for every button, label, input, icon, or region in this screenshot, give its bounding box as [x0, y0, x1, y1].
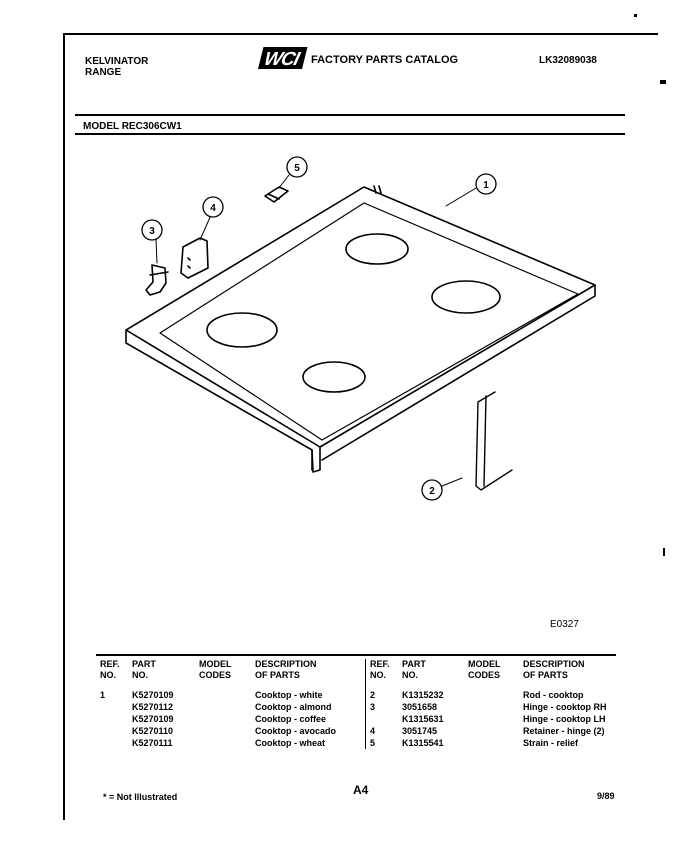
model-label: MODEL REC306CW1 — [83, 121, 182, 132]
page-number: A4 — [353, 783, 369, 797]
codes-cell — [199, 737, 255, 749]
codes-cell — [468, 689, 523, 701]
col-model-codes: MODEL CODES — [468, 659, 501, 680]
burner-opening — [432, 281, 500, 313]
header-rule — [75, 114, 625, 116]
brand-name: KELVINATOR — [85, 56, 149, 67]
cooktop-outline — [126, 187, 595, 447]
revision-date: 9/89 — [597, 791, 615, 801]
part-cell: K5270110 — [132, 726, 174, 736]
product-type: RANGE — [85, 67, 122, 78]
col-description: DESCRIPTION OF PARTS — [523, 659, 585, 680]
retainer-part — [181, 238, 208, 278]
scan-speck — [634, 14, 637, 17]
desc-cell: Cooktop - wheat — [255, 738, 325, 748]
table-row — [100, 725, 627, 737]
codes-cell — [468, 725, 523, 737]
desc-cell: Cooktop - white — [255, 690, 323, 700]
codes-cell — [468, 701, 523, 713]
catalog-number: LK32089038 — [539, 55, 597, 66]
codes-cell — [199, 689, 255, 701]
model-rule — [75, 133, 625, 135]
cooktop-rod — [476, 392, 512, 490]
ref-cell — [100, 713, 132, 725]
part-cell: 3051658 — [402, 702, 438, 712]
part-cell: K5270109 — [132, 714, 174, 724]
ref-cell: 5 — [366, 737, 403, 749]
desc-cell: Cooktop - almond — [255, 702, 332, 712]
desc-cell: Cooktop - coffee — [255, 714, 326, 724]
col-ref-no: REF. NO. — [100, 659, 120, 680]
codes-cell — [468, 713, 523, 725]
desc-cell: Hinge - cooktop RH — [523, 702, 607, 712]
ref-cell: 4 — [366, 725, 403, 737]
part-cell: 3051745 — [402, 726, 438, 736]
logo-text: WCI — [261, 49, 301, 70]
desc-cell: Rod - cooktop — [523, 690, 584, 700]
footnote: * = Not Illustrated — [103, 792, 178, 802]
table-row — [100, 689, 627, 701]
col-model-codes: MODEL CODES — [199, 659, 232, 680]
scan-speck — [663, 548, 665, 556]
figure-code: E0327 — [550, 619, 579, 630]
codes-cell — [199, 713, 255, 725]
hinge-part — [146, 265, 166, 295]
codes-cell — [468, 737, 523, 749]
part-cell: K5270112 — [132, 702, 174, 712]
table-top-rule — [96, 654, 616, 656]
col-part-no: PART NO. — [132, 659, 156, 680]
ref-cell — [100, 737, 132, 749]
part-cell: K1315232 — [402, 690, 444, 700]
part-cell: K5270111 — [132, 738, 173, 748]
col-ref-no: REF. NO. — [366, 659, 403, 689]
part-cell: K1315541 — [402, 738, 444, 748]
desc-cell: Cooktop - avocado — [255, 726, 337, 736]
col-part-no: PART NO. — [402, 659, 426, 680]
desc-cell: Strain - relief — [523, 738, 579, 748]
ref-cell — [100, 701, 132, 713]
cooktop-inner-field — [160, 203, 578, 440]
catalog-title: FACTORY PARTS CATALOG — [311, 54, 459, 66]
callout-4: 4 — [210, 203, 216, 214]
codes-cell — [199, 725, 255, 737]
wci-logo — [258, 45, 308, 76]
burner-opening — [346, 234, 408, 264]
cooktop-diagram — [63, 140, 623, 520]
ref-cell — [366, 713, 403, 725]
table-row — [100, 737, 627, 749]
callout-1: 1 — [483, 180, 489, 191]
scan-speck — [660, 80, 666, 84]
ref-cell: 2 — [366, 689, 403, 701]
callout-3: 3 — [149, 226, 155, 237]
part-cell: K1315631 — [402, 714, 444, 724]
desc-cell: Hinge - cooktop LH — [523, 714, 606, 724]
ref-cell: 1 — [100, 690, 106, 700]
callout-5: 5 — [294, 163, 300, 174]
table-row — [100, 701, 627, 713]
ref-cell — [100, 725, 132, 737]
callout-2: 2 — [429, 486, 435, 497]
table-row — [100, 713, 627, 725]
ref-cell: 3 — [366, 701, 403, 713]
burner-opening — [303, 362, 365, 392]
part-cell: K5270109 — [132, 690, 174, 700]
parts-table — [100, 659, 627, 749]
col-description: DESCRIPTION OF PARTS — [255, 659, 317, 680]
desc-cell: Retainer - hinge (2) — [523, 726, 605, 736]
burner-opening — [207, 313, 277, 347]
codes-cell — [199, 701, 255, 713]
